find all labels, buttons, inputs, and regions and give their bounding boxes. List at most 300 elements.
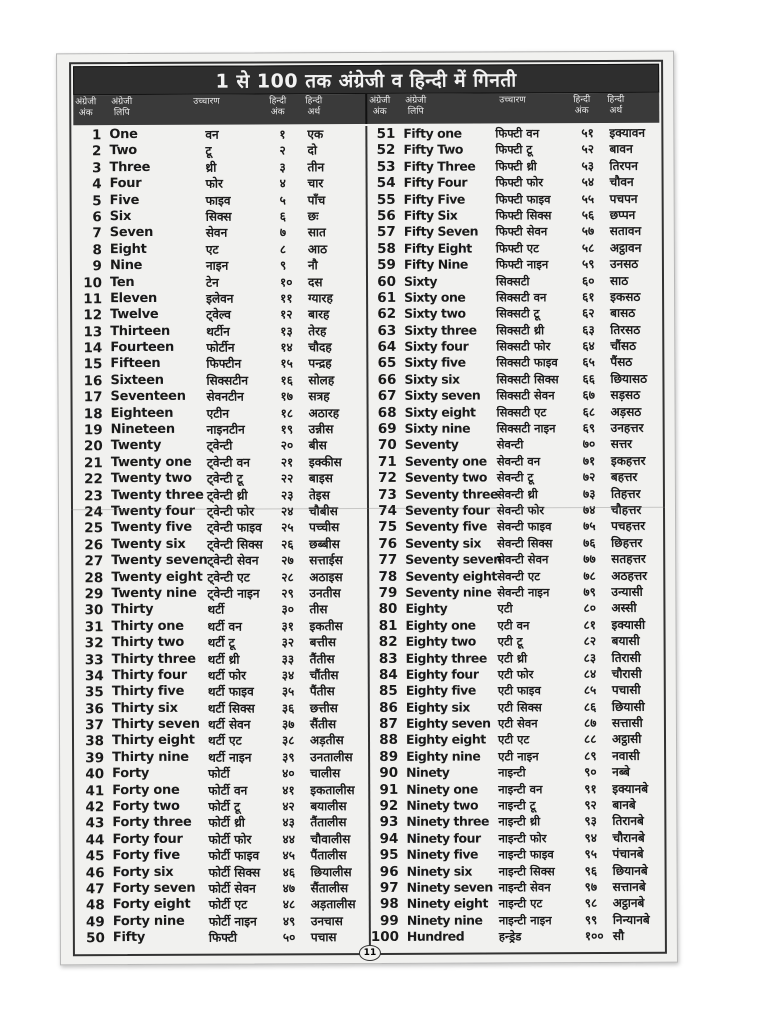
hindi-word: अठहत्तर (611, 568, 648, 583)
english-numeral: 32 (84, 635, 104, 652)
hindi-word: सतहत्तर (611, 551, 646, 567)
pronunciation: ट्वेन्टी (206, 439, 233, 454)
hindi-numeral: २ (279, 143, 286, 158)
english-word: Twenty six (111, 536, 186, 552)
english-numeral: 15 (83, 356, 103, 373)
table-row (368, 272, 660, 290)
pronunciation: एटी सेवन (497, 716, 538, 731)
english-numeral: 40 (85, 766, 105, 783)
hindi-numeral: १५ (280, 356, 293, 371)
english-numeral: 23 (84, 487, 103, 504)
table-row (73, 126, 365, 144)
english-numeral: 1 (91, 127, 102, 144)
english-word: Sixteen (110, 372, 164, 388)
english-word: Fifteen (110, 356, 161, 372)
english-numeral: 48 (85, 897, 105, 914)
pronunciation: ट्वेन्टी फोर (206, 504, 255, 519)
pronunciation: फोर्टी टू (208, 799, 241, 814)
english-numeral: 64 (377, 338, 397, 356)
hindi-word: पन्द्रह (308, 356, 332, 371)
table-row (74, 372, 366, 390)
english-numeral: 53 (376, 158, 396, 175)
header-hindi-numeral: हिन्दी अंक (269, 96, 287, 118)
hindi-numeral: ४ (279, 176, 286, 191)
hindi-word: तीस (309, 602, 328, 617)
hindi-word: उनहत्तर (610, 420, 644, 435)
table-row (369, 584, 661, 602)
pronunciation: फोर्टी फोर (208, 832, 252, 847)
hindi-numeral: ६२ (582, 306, 595, 321)
hindi-word: इकतालीस (310, 782, 355, 797)
english-numeral: 12 (83, 307, 103, 324)
table-row (368, 305, 660, 323)
english-numeral: 25 (84, 520, 104, 537)
pronunciation: सिक्सटी थ्री (496, 322, 545, 338)
english-word: Seventy (404, 437, 459, 453)
english-word: Hundred (406, 928, 465, 944)
hindi-word: इक्यावन (609, 125, 646, 140)
english-word: Twenty five (111, 520, 192, 536)
table-row (76, 831, 368, 849)
table-row (74, 192, 366, 210)
hindi-numeral: ४२ (282, 799, 295, 814)
table-row (75, 487, 367, 505)
pronunciation: हन्ड्रेड (498, 929, 522, 944)
header-hindi-meaning: हिन्दी अर्थ (607, 94, 625, 116)
pronunciation: टेन (205, 275, 219, 290)
hindi-numeral: ९५ (584, 847, 598, 862)
english-word: Eighty one (405, 617, 476, 633)
hindi-numeral: २० (280, 438, 294, 453)
pronunciation: एटी एट (497, 732, 530, 747)
english-word: Fifty Four (403, 174, 468, 191)
english-word: Fifty Seven (403, 223, 479, 240)
english-word: Thirty two (111, 634, 184, 651)
english-numeral: 3 (92, 159, 102, 176)
english-numeral: 86 (379, 699, 398, 716)
pronunciation: नाइन्टी सेवन (498, 880, 551, 895)
english-numeral: 5 (92, 192, 102, 209)
pronunciation: फिफ्टी फाइव (495, 191, 551, 206)
english-word: Ninety two (406, 797, 479, 813)
english-numeral: 13 (83, 323, 103, 340)
english-numeral: 11 (83, 291, 103, 308)
hindi-numeral: ३६ (281, 700, 295, 716)
pronunciation: एटीन (206, 406, 230, 421)
english-word: Nine (109, 258, 143, 274)
hindi-numeral: ९३ (584, 814, 597, 829)
english-numeral: 96 (379, 863, 399, 880)
table-row (370, 666, 662, 684)
table-row (76, 814, 368, 832)
table-row (368, 387, 660, 405)
page-title: 1 से 100 तक अंग्रेजी व हिन्दी में गिनती (215, 68, 517, 93)
hindi-numeral: १८ (280, 405, 294, 421)
pronunciation: सिक्सटी फाइव (496, 355, 558, 370)
english-numeral: 31 (84, 618, 104, 635)
hindi-word: इकसठ (610, 289, 641, 304)
hindi-word: तिरपन (609, 158, 638, 173)
table-row (75, 421, 367, 439)
table-row (368, 338, 660, 356)
english-word: Twenty seven (111, 552, 208, 569)
hindi-numeral: १४ (280, 340, 293, 355)
table-row (75, 552, 367, 570)
pronunciation: एटी वन (497, 618, 530, 633)
english-word: Seventy eight (405, 567, 497, 584)
table-row (77, 896, 369, 914)
table-row (75, 585, 367, 603)
header-left (73, 94, 365, 125)
english-numeral: 10 (83, 274, 103, 291)
table-row (371, 895, 663, 913)
pronunciation: सिक्स (205, 209, 232, 224)
english-numeral: 67 (377, 388, 397, 405)
english-word: Ninety nine (406, 912, 483, 928)
english-word: Eighty five (405, 682, 476, 699)
hindi-numeral: ५५ (581, 191, 595, 206)
hindi-numeral: ७१ (582, 453, 596, 468)
pronunciation: थर्टी (207, 602, 225, 618)
hindi-numeral: ६५ (582, 355, 595, 370)
hindi-word: सत्रह (308, 389, 330, 404)
hindi-word: तीन (307, 159, 325, 175)
english-word: Seventy five (405, 518, 487, 535)
pronunciation: वन (205, 127, 219, 142)
table-row (75, 618, 367, 636)
pronunciation: सेवनटीन (206, 389, 244, 404)
table-row (368, 256, 660, 274)
english-numeral: 38 (85, 733, 105, 750)
pronunciation: फिफ्टी वन (495, 126, 540, 141)
english-numeral: 72 (378, 470, 397, 487)
english-word: Sixty nine (404, 420, 471, 436)
hindi-numeral: १३ (280, 324, 293, 339)
english-numeral: 7 (92, 225, 102, 242)
table-row (370, 731, 662, 749)
english-word: Eighty three (405, 649, 487, 666)
table-row (370, 764, 662, 782)
hindi-numeral: ३७ (281, 717, 295, 732)
english-word: Seventy nine (405, 584, 492, 600)
english-numeral: 34 (84, 668, 104, 685)
pronunciation: सेवन्टी फाइव (497, 519, 552, 534)
column-1-to-50 (73, 126, 369, 952)
table-row (76, 732, 368, 750)
hindi-word: पैंसठ (610, 355, 633, 370)
hindi-word: सतावन (609, 224, 642, 239)
english-word: Forty nine (112, 913, 185, 929)
english-word: Fifty (112, 930, 146, 946)
hindi-numeral: ८ (279, 242, 287, 257)
english-numeral: 30 (84, 602, 104, 619)
header-pronunciation: उच्चारण (499, 95, 526, 106)
english-numeral: 16 (83, 373, 103, 390)
hindi-word: चार (307, 176, 324, 191)
english-word: Forty eight (112, 897, 191, 913)
table-row (367, 141, 659, 159)
english-word: Forty six (112, 864, 174, 880)
table-row (75, 437, 367, 455)
pronunciation: सिक्सटी (495, 273, 530, 288)
english-numeral: 39 (85, 749, 105, 767)
table-row (369, 485, 661, 503)
hindi-numeral: ९२ (584, 798, 597, 813)
english-word: Six (109, 208, 132, 225)
pronunciation: सिक्सटी वन (496, 290, 547, 305)
table-row (77, 929, 369, 947)
english-word: Thirty seven (111, 716, 200, 733)
hindi-numeral: ८३ (583, 650, 597, 665)
hindi-numeral: ३८ (281, 733, 295, 748)
english-word: Twenty four (110, 503, 195, 520)
hindi-numeral: ८२ (583, 634, 597, 649)
pronunciation: थर्टी वन (207, 619, 242, 634)
pronunciation: सेवन्टी टू (496, 470, 534, 485)
hindi-numeral: ७६ (583, 535, 596, 550)
table-row (371, 911, 663, 929)
english-word: Twenty nine (111, 585, 197, 602)
printed-sheet (56, 51, 678, 966)
english-word: Ninety five (406, 846, 478, 863)
pronunciation: फिफ्टी थ्री (495, 159, 537, 174)
hindi-word: इक्यानबे (612, 781, 649, 796)
hindi-word: पच्चीस (309, 520, 340, 535)
hindi-numeral: ७० (582, 437, 596, 452)
pronunciation: सेवन (205, 225, 228, 241)
pronunciation: एटी फाइव (497, 683, 541, 698)
hindi-word: तेरह (308, 323, 327, 338)
hindi-word: इक्कीस (308, 454, 342, 470)
table-row (369, 469, 661, 487)
pronunciation: फिफ्टी फोर (495, 175, 544, 190)
hindi-word: पाँच (307, 192, 326, 207)
pronunciation: नाइन्टी फाइव (498, 847, 554, 862)
english-word: Eight (109, 241, 147, 257)
english-word: Twenty two (110, 470, 192, 487)
pronunciation: टू (205, 144, 212, 159)
english-numeral: 46 (85, 864, 105, 881)
english-word: Eighty eight (405, 731, 486, 748)
hindi-word: बीस (308, 438, 327, 453)
pronunciation: फोर्टीन (206, 340, 235, 355)
english-word: Twenty three (110, 487, 204, 503)
hindi-word: दो (307, 143, 317, 158)
english-word: Fourteen (110, 339, 174, 356)
english-word: Twenty (110, 438, 162, 454)
table-row (76, 798, 368, 816)
english-numeral: 8 (92, 241, 102, 258)
table-row (369, 567, 661, 585)
pronunciation: सेवन्टी सेवन (497, 552, 549, 567)
hindi-word: छप्पन (609, 207, 636, 222)
hindi-numeral: ८७ (583, 716, 597, 731)
hindi-word: पैंतीस (309, 684, 335, 699)
hindi-numeral: ५९ (581, 257, 595, 272)
table-row (368, 223, 660, 241)
hindi-numeral: ३० (281, 602, 294, 617)
hindi-word: तिरानबे (612, 814, 644, 829)
english-numeral: 44 (85, 831, 105, 849)
english-numeral: 77 (378, 552, 398, 569)
table-row (76, 634, 368, 652)
hindi-numeral: ३ (279, 160, 286, 175)
table-row (369, 436, 661, 454)
hindi-word: इक्यासी (611, 617, 646, 632)
table-row (76, 683, 368, 701)
hindi-numeral: ६४ (582, 339, 595, 354)
hindi-numeral: ९९ (584, 912, 598, 927)
hindi-word: ग्यारह (308, 291, 333, 306)
pronunciation: सेवन्टी नाइन (497, 585, 550, 600)
hindi-word: सत्ताईस (309, 553, 343, 568)
english-word: Forty seven (112, 880, 196, 897)
hindi-word: तिरसठ (610, 322, 641, 337)
english-numeral: 26 (84, 536, 104, 553)
hindi-word: सैंतालीस (310, 881, 349, 896)
pronunciation: सिक्सटी फोर (496, 339, 551, 354)
hindi-word: सात (307, 225, 326, 240)
english-word: Seventeen (110, 389, 186, 405)
pronunciation: नाइन (205, 258, 229, 273)
table-row (76, 765, 368, 783)
hindi-numeral: ५१ (581, 126, 594, 141)
pronunciation: फोर्टी (208, 766, 230, 781)
pronunciation: थर्टी एट (207, 734, 242, 749)
hindi-numeral: ५३ (581, 158, 595, 173)
english-numeral: 18 (83, 405, 103, 422)
table-row (369, 453, 661, 471)
table-row (369, 420, 661, 438)
english-numeral: 66 (377, 371, 397, 388)
english-word: Ten (109, 274, 135, 290)
english-word: Eighty six (405, 699, 470, 715)
hindi-word: छिहत्तर (611, 535, 643, 550)
hindi-numeral: १० (279, 274, 293, 289)
english-numeral: 35 (84, 684, 104, 701)
pronunciation: फिफ्टी (208, 930, 237, 945)
english-numeral: 51 (376, 125, 396, 142)
table-row (371, 879, 663, 897)
pronunciation: ट्वेल्व (206, 307, 231, 322)
english-word: Two (109, 143, 137, 159)
header-hindi-numeral: हिन्दी अंक (573, 95, 591, 117)
pronunciation: फिफ्टी टू (495, 142, 533, 157)
hindi-numeral: २९ (281, 586, 294, 601)
hindi-numeral: ५२ (581, 142, 594, 157)
header-hindi-meaning: हिन्दी अर्थ (305, 96, 323, 118)
hindi-numeral: ३९ (282, 750, 295, 765)
hindi-word: बहत्तर (610, 470, 638, 485)
english-word: Sixty one (404, 289, 466, 305)
hindi-numeral: ४१ (282, 782, 295, 797)
table-row (368, 190, 660, 208)
hindi-word: दस (307, 274, 323, 289)
table-row (74, 274, 366, 292)
english-word: Thirty eight (111, 733, 195, 749)
pronunciation: फोर्टी सिक्स (208, 865, 261, 880)
pronunciation: थर्टी फोर (207, 668, 247, 683)
pronunciation: फोर्टी थ्री (208, 815, 245, 831)
hindi-numeral: ६१ (582, 289, 595, 304)
hindi-numeral: २१ (280, 455, 294, 470)
pronunciation: नाइन्टी फोर (498, 831, 547, 846)
column-51-to-100 (365, 125, 663, 951)
table-row (370, 649, 662, 667)
english-word: Thirty (111, 602, 154, 618)
english-word: Twelve (110, 307, 159, 323)
english-numeral: 42 (85, 799, 105, 816)
pronunciation: ट्वेन्टी एट (207, 570, 250, 585)
hindi-numeral: १७ (280, 389, 294, 404)
pronunciation: सेवन्टी वन (496, 454, 541, 469)
english-word: Thirty nine (112, 749, 189, 765)
pronunciation: फाइव (205, 193, 231, 208)
pronunciation: नाइन्टी एट (498, 896, 543, 911)
hindi-numeral: २६ (281, 537, 294, 552)
english-numeral: 95 (379, 847, 399, 864)
english-numeral: 9 (92, 258, 102, 275)
english-numeral: 90 (379, 765, 399, 782)
english-numeral: 22 (84, 471, 103, 488)
hindi-word: छियालीस (310, 864, 352, 879)
english-numeral: 71 (377, 453, 397, 470)
hindi-numeral: ८१ (583, 617, 597, 632)
hindi-numeral: ३४ (281, 668, 295, 683)
english-numeral: 58 (377, 240, 396, 257)
pronunciation: नाइन्टी (498, 765, 526, 780)
hindi-numeral: ७४ (582, 502, 596, 518)
pronunciation: थर्टी फाइव (207, 684, 254, 699)
table-row (75, 536, 367, 554)
english-numeral: 62 (377, 306, 397, 323)
english-numeral: 43 (85, 815, 105, 832)
hindi-word: सत्तासी (611, 715, 643, 730)
table-row (370, 780, 662, 798)
hindi-word: सौ (612, 929, 625, 944)
english-word: Sixty seven (404, 387, 481, 404)
hindi-word: चौरासी (611, 666, 642, 681)
hindi-word: तिरासी (611, 650, 641, 665)
pronunciation: सिक्सटी सेवन (496, 388, 555, 403)
pronunciation: ट्वेन्टी टू (206, 471, 243, 486)
pronunciation: फोर्टी नाइन (208, 914, 257, 929)
hindi-word: नौ (307, 258, 318, 273)
hindi-numeral: ५६ (581, 207, 595, 223)
hindi-numeral: १ (279, 127, 286, 142)
english-numeral: 85 (378, 683, 398, 700)
header-right (365, 93, 659, 124)
table-row (77, 880, 369, 898)
hindi-word: अठारह (308, 405, 340, 420)
english-word: Fifty Six (403, 207, 458, 223)
hindi-numeral: ४४ (282, 832, 295, 847)
hindi-numeral: ९० (584, 765, 597, 780)
table-row (74, 339, 366, 357)
hindi-numeral: ५७ (581, 224, 595, 239)
hindi-word: बारह (308, 307, 330, 322)
hindi-word: आठ (307, 241, 328, 256)
hindi-numeral: २४ (280, 504, 294, 519)
english-numeral: 75 (378, 519, 398, 536)
hindi-word: बावन (609, 142, 633, 157)
hindi-word: चौंतीस (309, 668, 339, 683)
hindi-word: चौदह (308, 340, 332, 355)
hindi-word: छब्बीस (309, 536, 340, 552)
english-word: Forty one (112, 782, 180, 798)
header-english-script: अंग्रेजी लिपि (405, 95, 427, 117)
hindi-word: उनचास (310, 913, 343, 928)
